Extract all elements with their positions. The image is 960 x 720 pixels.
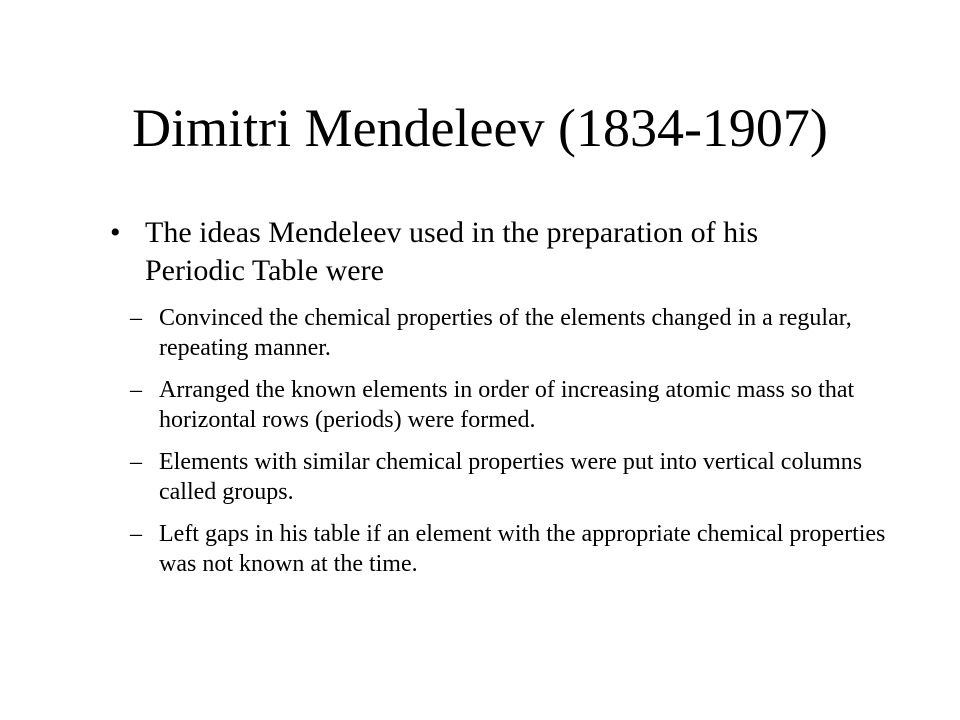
dash-marker-icon: – bbox=[130, 521, 142, 547]
sub-bullet-item bbox=[0, 447, 960, 507]
sub-bullet-item bbox=[0, 303, 960, 363]
sub-bullet-item bbox=[0, 519, 960, 579]
sub-bullet-text: Arranged the known elements in order of increasing atomic mass so that horizontal rows (periods) were formed. bbox=[159, 377, 855, 433]
main-bullet-text: The ideas Mendeleev used in the preparation of his Periodic Table were bbox=[145, 216, 759, 287]
sub-bullet-text: Convinced the chemical properties of the elements changed in a regular, repeating manner. bbox=[159, 305, 852, 361]
dash-marker-icon: – bbox=[130, 377, 142, 403]
bullet-marker-icon: • bbox=[110, 216, 121, 249]
sub-bullet-text: Elements with similar chemical properties were put into vertical columns called groups. bbox=[159, 449, 863, 505]
dash-marker-icon: – bbox=[130, 449, 142, 475]
dash-marker-icon: – bbox=[130, 305, 142, 331]
sub-bullet-list bbox=[0, 303, 960, 591]
sub-bullet-text: Left gaps in his table if an element with the appropriate chemical properties was not known at the time. bbox=[159, 521, 886, 577]
slide-title: Dimitri Mendeleev (1834-1907) bbox=[132, 98, 828, 158]
sub-bullet-item bbox=[0, 375, 960, 435]
